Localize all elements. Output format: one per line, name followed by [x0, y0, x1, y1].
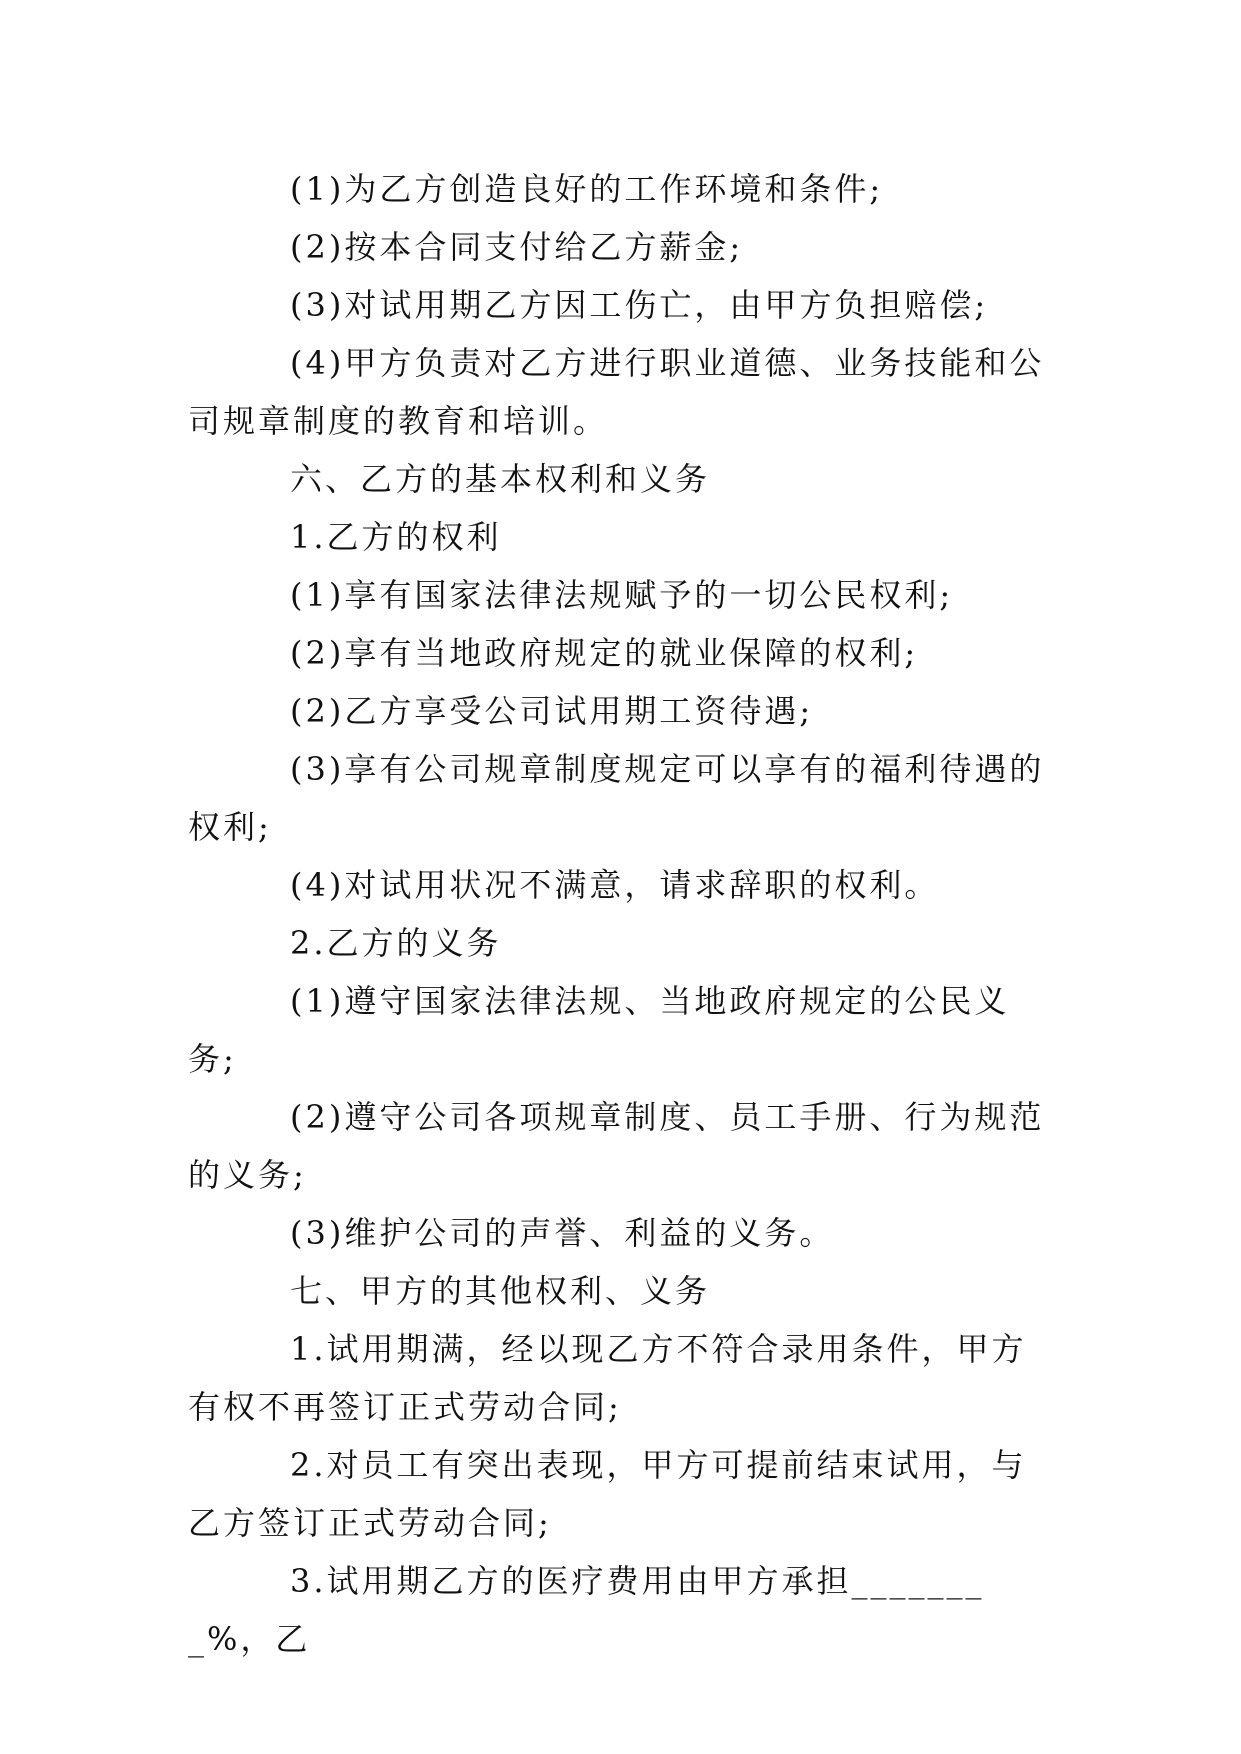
paragraph-party-a-other-1: 1.试用期满，经以现乙方不符合录用条件，甲方有权不再签订正式劳动合同; — [188, 1330, 1027, 1426]
paragraph-party-b-right-2: (2)享有当地政府规定的就业保障的权利; — [290, 634, 919, 672]
paragraph-party-a-duty-4: (4)甲方负责对乙方进行职业道德、业务技能和公司规章制度的教育和培训。 — [188, 344, 1045, 440]
subsection-heading-party-b-rights: 1.乙方的权利 — [290, 518, 502, 556]
paragraph-party-a-other-2: 2.对员工有突出表现，甲方可提前结束试用，与乙方签订正式劳动合同; — [188, 1446, 1027, 1542]
subsection-heading-party-b-obligations: 2.乙方的义务 — [290, 924, 502, 962]
document-body — [188, 160, 1058, 1668]
paragraph-party-b-right-3: (2)乙方享受公司试用期工资待遇; — [290, 692, 814, 730]
paragraph-party-a-duty-3: (3)对试用期乙方因工伤亡，由甲方负担赔偿; — [290, 286, 989, 324]
paragraph-party-b-right-5: (4)对试用状况不满意，请求辞职的权利。 — [290, 866, 940, 904]
section-heading-seven: 七、甲方的其他权利、义务 — [290, 1272, 711, 1310]
paragraph-party-b-right-4: (3)享有公司规章制度规定可以享有的福利待遇的权利; — [188, 750, 1045, 846]
paragraph-party-b-obligation-2: (2)遵守公司各项规章制度、员工手册、行为规范的义务; — [188, 1098, 1045, 1194]
paragraph-party-a-duty-2: (2)按本合同支付给乙方薪金; — [290, 228, 744, 266]
paragraph-party-a-other-3: 3.试用期乙方的医疗费用由甲方承担________%，乙 — [188, 1562, 985, 1658]
section-heading-six: 六、乙方的基本权利和义务 — [290, 460, 711, 498]
paragraph-party-b-obligation-3: (3)维护公司的声誉、利益的义务。 — [290, 1214, 835, 1252]
paragraph-party-a-duty-1: (1)为乙方创造良好的工作环境和条件; — [290, 170, 884, 208]
paragraph-party-b-obligation-1: (1)遵守国家法律法规、当地政府规定的公民义务; — [188, 982, 1010, 1078]
paragraph-party-b-right-1: (1)享有国家法律法规赋予的一切公民权利; — [290, 576, 954, 614]
